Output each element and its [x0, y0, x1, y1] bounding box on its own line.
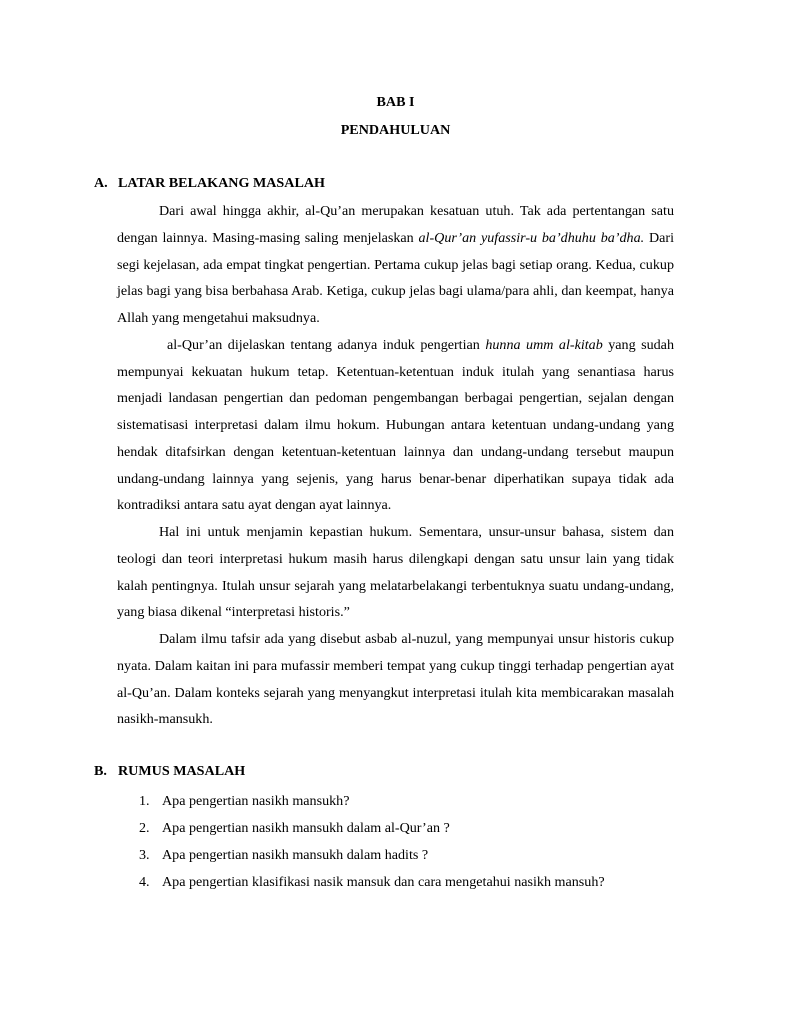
list-item-text: Apa pengertian nasikh mansukh dalam hadits ? — [162, 847, 429, 863]
paragraph-2-text-a: al-Qur’an dijelaskan tentang adanya induk pengertian — [167, 336, 486, 353]
paragraph-1-text-a: Dari awal hingga akhir, al-Qu’an merupakan kesatuan utuh. Tak ada pertentangan satu dengan lainnya. Masing-masing saling menjelaskan — [117, 203, 674, 246]
problem-list — [139, 788, 605, 896]
list-item-text: Apa pengertian nasikh mansukh dalam al-Qur’an ? — [162, 820, 450, 836]
chapter-title: PENDAHULUAN — [340, 122, 451, 138]
section-a-letter: A. — [94, 175, 108, 191]
section-b-title: RUMUS MASALAH — [118, 763, 246, 779]
list-item-number: 2. — [139, 820, 150, 836]
list-item-text: Apa pengertian klasifikasi nasik mansuk dan cara mengetahui nasikh mansuh? — [162, 874, 605, 890]
paragraph-1 — [117, 198, 674, 332]
paragraph-3: Hal ini untuk menjamin kepastian hukum. Sementara, unsur-unsur bahasa, sistem dan teologi dan teori interpretasi hukum masih harus dilengkapi dengan satu unsur lain yang tidak kalah pentingnya. Itulah unsur sejarah yang melatarbelakangi terbentuknya suatu undang-undang, yang biasa dikenal “interpretasi historis.” — [117, 524, 674, 621]
list-item-number: 3. — [139, 847, 150, 863]
paragraph-4: Dalam ilmu tafsir ada yang disebut asbab al-nuzul, yang mempunyai unsur historis cukup nyata. Dalam kaitan ini para mufassir memberi tempat yang cukup tinggi terhadap pengertian ayat al-Qu’an. Dalam konteks sejarah yang menyangkut interpretasi itulah kita membicarakan masalah nasikh-mansukh. — [117, 631, 674, 728]
chapter-number: BAB I — [376, 94, 415, 110]
paragraph-1-italic: al-Qur’an yufassir-u ba’dhuhu ba’dha. — [418, 229, 645, 246]
paragraph-2 — [117, 332, 674, 519]
list-item-number: 1. — [139, 793, 150, 809]
section-b-heading — [94, 762, 245, 780]
section-a-body — [117, 198, 674, 733]
paragraph-2-italic: hunna umm al-kitab — [485, 336, 603, 353]
section-a-heading — [94, 174, 325, 192]
paragraph-2-text-b: yang sudah mempunyai kekuatan hukum tetap. Ketentuan-ketentuan induk itulah yang senantiasa harus menjadi landasan pengertian dan pedoman pengembangan berbagai pengertian, sejalan dengan sistematisasi interpretasi dalam ilmu hokum. Hubungan antara ketentuan undang-undang yang hendak ditafsirkan dengan ketentuan-ketentuan lainnya dan undang-undang tersebut maupun undang-undang lainnya yang sejenis, yang harus benar-benar diperhatikan supaya tidak ada kontradiksi antara satu ayat dengan ayat lainnya. — [117, 336, 674, 514]
list-item — [139, 842, 605, 869]
list-item-text: Apa pengertian nasikh mansukh? — [162, 793, 350, 809]
paragraph-1-text-b: Dari segi kejelasan, ada empat tingkat pengertian. Pertama cukup jelas bagi setiap orang. Kedua, cukup jelas bagi yang bisa berbahasa Arab. Ketiga, cukup jelas bagi ulama/para ahli, dan keempat, hanya Allah yang mengetahui maksudnya. — [117, 229, 674, 326]
list-item — [139, 788, 605, 815]
list-item — [139, 869, 605, 896]
list-item — [139, 815, 605, 842]
section-b-letter: B. — [94, 763, 107, 779]
list-item-number: 4. — [139, 874, 150, 890]
section-a-title: LATAR BELAKANG MASALAH — [118, 175, 325, 191]
